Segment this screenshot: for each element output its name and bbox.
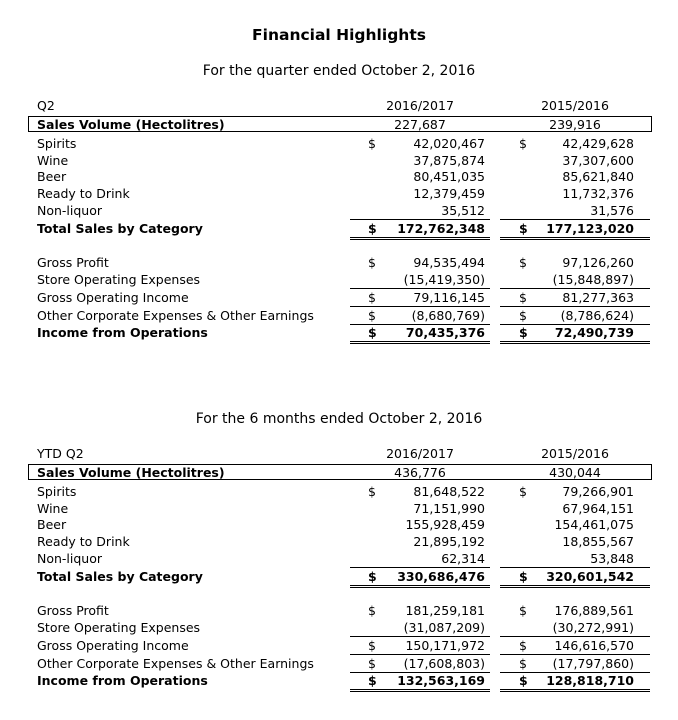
currency-symbol: $: [519, 221, 528, 236]
total-double-rule: [350, 341, 490, 344]
currency-symbol: $: [368, 673, 377, 688]
subtotal-rule: [500, 567, 650, 568]
value-col1: 94,535,494: [413, 255, 485, 270]
col1-header: 2016/2017: [386, 446, 454, 461]
value-col2: 42,429,628: [562, 136, 634, 151]
subtotal-rule: [350, 636, 490, 637]
row-label: Other Corporate Expenses & Other Earnings: [37, 308, 314, 323]
value-col2: (30,272,991): [552, 620, 634, 635]
sales-volume-value-1: 436,776: [394, 465, 446, 480]
value-col1: (31,087,209): [403, 620, 485, 635]
row-label: Store Operating Expenses: [37, 272, 201, 287]
row-label: Total Sales by Category: [37, 221, 203, 236]
row-label: Store Operating Expenses: [37, 620, 201, 635]
page-title: Financial Highlights: [252, 26, 426, 44]
value-col1: 70,435,376: [405, 325, 485, 340]
value-col1: 42,020,467: [413, 136, 485, 151]
period-label: Q2: [37, 98, 55, 113]
currency-symbol: $: [519, 656, 527, 671]
value-col2: 97,126,260: [562, 255, 634, 270]
currency-symbol: $: [368, 325, 377, 340]
col1-header: 2016/2017: [386, 98, 454, 113]
col2-header: 2015/2016: [541, 446, 609, 461]
value-col2: 176,889,561: [554, 603, 634, 618]
currency-symbol: $: [519, 255, 527, 270]
value-col1: 79,116,145: [413, 290, 485, 305]
value-col1: 12,379,459: [413, 186, 485, 201]
currency-symbol: $: [368, 290, 376, 305]
total-double-rule: [350, 585, 490, 588]
value-col2: (8,786,624): [560, 308, 634, 323]
row-label: Wine: [37, 153, 69, 168]
value-col2: 85,621,840: [562, 169, 634, 184]
subtotal-rule: [500, 288, 650, 289]
value-col1: 21,895,192: [413, 534, 485, 549]
value-col2: 11,732,376: [562, 186, 634, 201]
row-label: Non-liquor: [37, 551, 103, 566]
currency-symbol: $: [368, 656, 376, 671]
row-label: Spirits: [37, 136, 77, 151]
value-col2: 18,855,567: [562, 534, 634, 549]
value-col1: (15,419,350): [403, 272, 485, 287]
currency-symbol: $: [368, 603, 376, 618]
value-col1: 172,762,348: [397, 221, 485, 236]
quarter-subtitle: For the quarter ended October 2, 2016: [202, 63, 476, 79]
sales-volume-value-2: 430,044: [549, 465, 601, 480]
value-col2: (17,797,860): [552, 656, 634, 671]
currency-symbol: $: [519, 290, 527, 305]
row-label: Income from Operations: [37, 673, 208, 688]
subtotal-rule: [500, 654, 650, 655]
row-label: Beer: [37, 169, 67, 184]
value-col1: 150,171,972: [405, 638, 485, 653]
value-col2: 320,601,542: [546, 569, 634, 584]
currency-symbol: $: [519, 569, 528, 584]
value-col2: 81,277,363: [562, 290, 634, 305]
subtotal-rule: [350, 219, 490, 220]
total-double-rule: [500, 689, 650, 692]
row-label: Gross Profit: [37, 603, 109, 618]
row-label: Spirits: [37, 484, 77, 499]
value-col1: 35,512: [441, 203, 485, 218]
total-double-rule: [500, 341, 650, 344]
period-label: YTD Q2: [37, 446, 84, 461]
value-col2: 31,576: [590, 203, 634, 218]
subtotal-rule: [500, 306, 650, 307]
value-col1: 330,686,476: [397, 569, 485, 584]
currency-symbol: $: [368, 136, 376, 151]
value-col2: 146,616,570: [554, 638, 634, 653]
currency-symbol: $: [368, 308, 376, 323]
row-label: Non-liquor: [37, 203, 103, 218]
value-col2: 53,848: [590, 551, 634, 566]
value-col1: 132,563,169: [397, 673, 485, 688]
row-label: Ready to Drink: [37, 186, 130, 201]
currency-symbol: $: [368, 221, 377, 236]
currency-symbol: $: [519, 136, 527, 151]
currency-symbol: $: [368, 638, 376, 653]
currency-symbol: $: [368, 255, 376, 270]
value-col2: (15,848,897): [552, 272, 634, 287]
currency-symbol: $: [519, 484, 527, 499]
sales-volume-label: Sales Volume (Hectolitres): [37, 465, 225, 480]
sales-volume-label: Sales Volume (Hectolitres): [37, 117, 225, 132]
subtotal-rule: [350, 567, 490, 568]
value-col1: (8,680,769): [411, 308, 485, 323]
row-label: Wine: [37, 501, 69, 516]
row-label: Ready to Drink: [37, 534, 130, 549]
currency-symbol: $: [368, 484, 376, 499]
value-col2: 37,307,600: [562, 153, 634, 168]
ytd-subtitle: For the 6 months ended October 2, 2016: [195, 411, 483, 427]
value-col1: 81,648,522: [413, 484, 485, 499]
subtotal-rule: [500, 636, 650, 637]
total-double-rule: [350, 237, 490, 240]
total-double-rule: [500, 585, 650, 588]
value-col1: 155,928,459: [405, 517, 485, 532]
value-col1: 80,451,035: [413, 169, 485, 184]
row-label: Gross Operating Income: [37, 290, 189, 305]
value-col1: 181,259,181: [405, 603, 485, 618]
row-label: Gross Operating Income: [37, 638, 189, 653]
row-label: Gross Profit: [37, 255, 109, 270]
subtotal-rule: [500, 219, 650, 220]
subtotal-rule: [350, 288, 490, 289]
value-col1: 71,151,990: [413, 501, 485, 516]
value-col2: 79,266,901: [562, 484, 634, 499]
value-col1: 37,875,874: [413, 153, 485, 168]
col2-header: 2015/2016: [541, 98, 609, 113]
row-label: Other Corporate Expenses & Other Earnings: [37, 656, 314, 671]
currency-symbol: $: [519, 603, 527, 618]
value-col1: 62,314: [441, 551, 485, 566]
subtotal-rule: [350, 306, 490, 307]
value-col2: 177,123,020: [546, 221, 634, 236]
currency-symbol: $: [519, 673, 528, 688]
total-double-rule: [500, 237, 650, 240]
row-label: Income from Operations: [37, 325, 208, 340]
sales-volume-value-1: 227,687: [394, 117, 446, 132]
value-col2: 128,818,710: [546, 673, 634, 688]
row-label: Total Sales by Category: [37, 569, 203, 584]
value-col2: 72,490,739: [554, 325, 634, 340]
subtotal-rule: [350, 654, 490, 655]
currency-symbol: $: [368, 569, 377, 584]
currency-symbol: $: [519, 638, 527, 653]
value-col2: 67,964,151: [562, 501, 634, 516]
currency-symbol: $: [519, 325, 528, 340]
total-double-rule: [350, 689, 490, 692]
value-col2: 154,461,075: [554, 517, 634, 532]
value-col1: (17,608,803): [403, 656, 485, 671]
sales-volume-value-2: 239,916: [549, 117, 601, 132]
row-label: Beer: [37, 517, 67, 532]
currency-symbol: $: [519, 308, 527, 323]
